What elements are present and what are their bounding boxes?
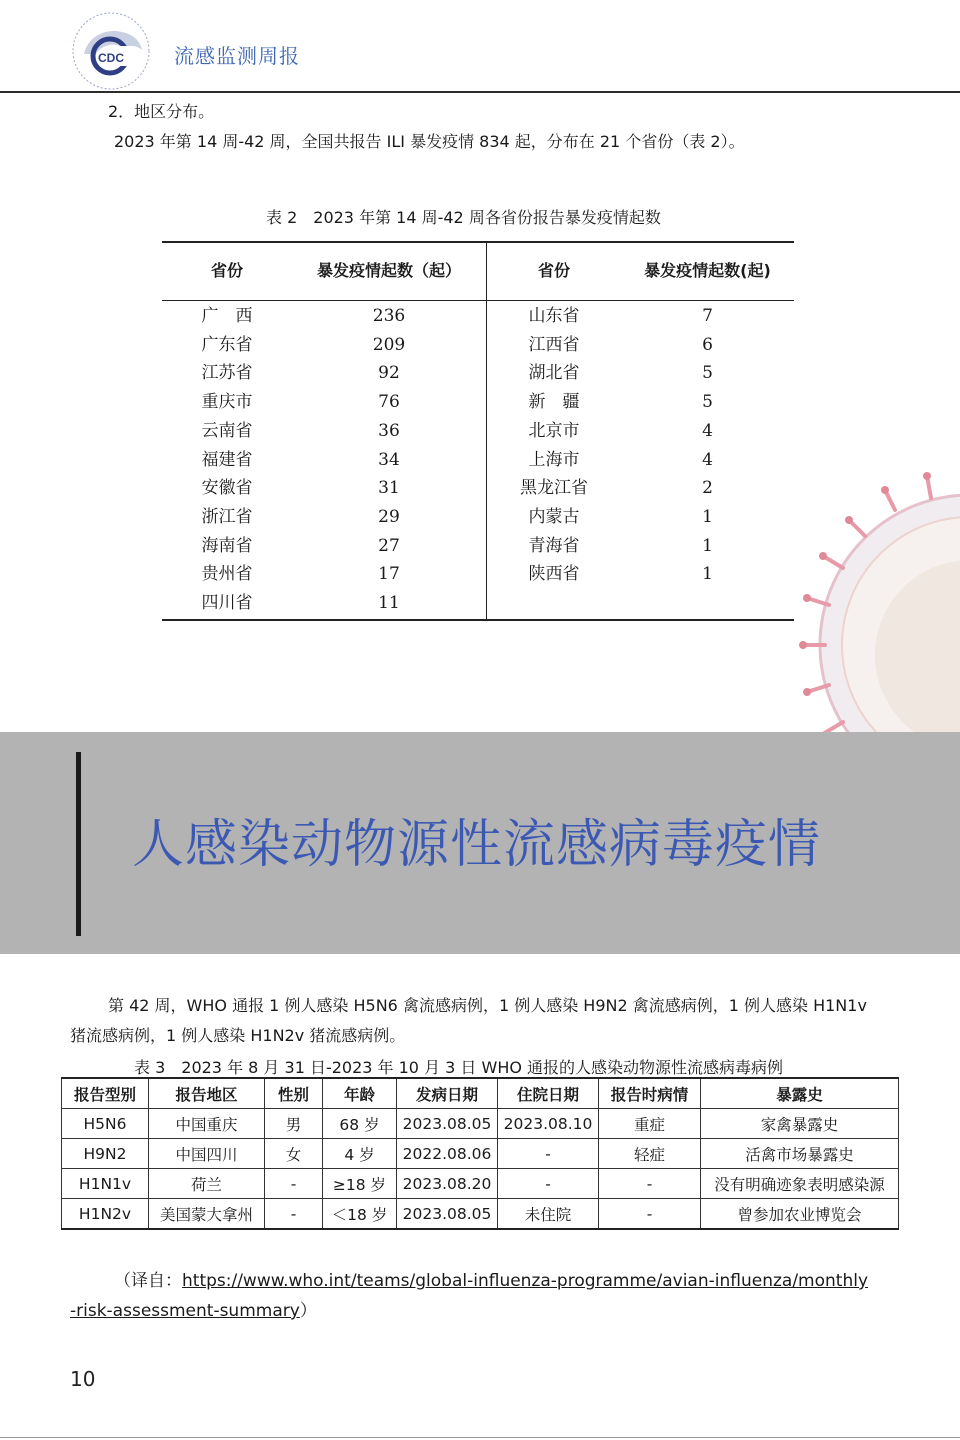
source-prefix: （译自： <box>114 1271 182 1291</box>
t3-cell: - <box>265 1169 323 1199</box>
table-row <box>62 1109 899 1139</box>
t3-cell: - <box>498 1139 599 1169</box>
t2-left-count: 31 <box>378 478 400 499</box>
table2-header-count-2: 暴发疫情起数(起) <box>644 261 771 280</box>
table3-caption: 表 3 2023 年 8 月 31 日-2023 年 10 月 3 日 WHO 通报的人感染动物源性流感病毒病例 <box>134 1058 784 1077</box>
t2-right-count: 1 <box>702 535 713 556</box>
table2-header-province: 省份 <box>210 261 243 280</box>
table2-bottom-rule <box>162 619 794 621</box>
t2-left-count: 209 <box>372 334 406 355</box>
table2 <box>162 241 794 621</box>
t2-left-province: 四川省 <box>201 593 253 613</box>
t2-left-count: 11 <box>378 593 400 613</box>
t2-left-count: 27 <box>378 535 400 556</box>
t2-right-province: 上海市 <box>528 449 580 470</box>
source-url: https://www.who.int/teams/global-influenza-programme/avian-influenza/monthly <box>182 1271 869 1291</box>
t2-left-province: 云南省 <box>201 420 253 441</box>
t3-cell: 中国重庆 <box>149 1109 265 1139</box>
t2-left-province: 安徽省 <box>201 478 253 499</box>
cdc-logo <box>66 6 156 96</box>
section3-paragraph-line2: 猪流感病例，1 例人感染 H1N2v 猪流感病例。 <box>70 1026 406 1045</box>
t2-left-count: 36 <box>378 420 400 441</box>
t2-right-count: 6 <box>702 334 713 355</box>
t2-right-province: 内蒙古 <box>528 506 580 527</box>
t3-cell: 未住院 <box>498 1199 599 1230</box>
t3-header: 发病日期 <box>397 1078 498 1109</box>
t2-left-count: 236 <box>372 306 406 326</box>
table2-header-province-2: 省份 <box>537 261 570 280</box>
t3-cell: 荷兰 <box>149 1169 265 1199</box>
table3 <box>61 1077 899 1230</box>
t2-right-province: 新 疆 <box>528 392 580 413</box>
section-heading: 2．地区分布。 <box>108 102 215 121</box>
t2-left-province: 重庆市 <box>201 392 253 413</box>
t2-right-count: 7 <box>702 306 713 326</box>
t2-right-province: 湖北省 <box>528 363 580 384</box>
t3-cell: ≥18 岁 <box>323 1169 397 1199</box>
t2-left-province: 福建省 <box>201 449 253 470</box>
t3-cell: 男 <box>265 1109 323 1139</box>
footer-divider <box>0 1437 960 1438</box>
t2-right-count: 2 <box>702 478 713 499</box>
t3-cell: 重症 <box>599 1109 701 1139</box>
t2-left-count: 17 <box>378 564 400 585</box>
t2-right-province: 青海省 <box>528 535 580 556</box>
t2-left-count: 34 <box>378 449 400 470</box>
source-line2 <box>70 1296 317 1321</box>
header-title: 流感监测周报 <box>174 44 300 68</box>
t2-right-province: 陕西省 <box>528 564 580 585</box>
t2-left-province: 江苏省 <box>201 363 253 384</box>
source-suffix: ） <box>299 1301 317 1321</box>
t3-cell: - <box>265 1199 323 1230</box>
t2-left-province: 浙江省 <box>201 506 253 527</box>
t3-cell: 家禽暴露史 <box>701 1109 899 1139</box>
t3-cell: - <box>599 1169 701 1199</box>
t3-header: 报告型别 <box>62 1078 149 1109</box>
table-row <box>62 1199 899 1230</box>
t3-cell: 美国蒙大拿州 <box>149 1199 265 1230</box>
table2-caption: 表 2 2023 年第 14 周-42 周各省份报告暴发疫情起数 <box>266 208 661 227</box>
t3-header: 性别 <box>265 1078 323 1109</box>
t3-cell: ＜18 岁 <box>323 1199 397 1230</box>
table-row <box>62 1169 899 1199</box>
virus-illustration <box>795 470 960 740</box>
t2-left-province: 海南省 <box>201 535 253 556</box>
t2-left-province: 广 西 <box>201 306 253 326</box>
t2-right-count: 1 <box>702 506 713 527</box>
t3-header: 年龄 <box>323 1078 397 1109</box>
t3-header: 报告时病情 <box>599 1078 701 1109</box>
source-line1 <box>114 1266 868 1291</box>
t2-right-count: 5 <box>702 363 713 384</box>
t2-right-count: 1 <box>702 564 713 585</box>
section-banner <box>0 732 960 954</box>
source-url-continued: -risk-assessment-summary <box>70 1301 300 1321</box>
logo-text: CDC <box>98 51 124 65</box>
t3-header: 暴露史 <box>701 1078 899 1109</box>
t2-left-province: 广东省 <box>201 334 253 355</box>
t3-cell: 轻症 <box>599 1139 701 1169</box>
section-intro: 2023 年第 14 周-42 周，全国共报告 ILI 暴发疫情 834 起，分布在 21 个省份（表 2）。 <box>114 132 745 151</box>
t2-right-count: 4 <box>702 420 713 441</box>
t2-right-province: 江西省 <box>528 334 580 355</box>
header-divider <box>0 91 960 93</box>
t2-right-province: 黑龙江省 <box>520 478 588 499</box>
t3-cell: 2023.08.05 <box>397 1109 498 1139</box>
t3-cell: 曾参加农业博览会 <box>701 1199 899 1230</box>
t3-cell: H1N1v <box>62 1169 149 1199</box>
t3-cell: 68 岁 <box>323 1109 397 1139</box>
t3-cell: 2023.08.20 <box>397 1169 498 1199</box>
page-number: 10 <box>70 1367 96 1391</box>
t3-cell: H9N2 <box>62 1139 149 1169</box>
t2-right-province: 山东省 <box>528 306 580 326</box>
t2-right-count: 5 <box>702 392 713 413</box>
t3-cell: 没有明确迹象表明感染源 <box>701 1169 899 1199</box>
t3-cell: 2022.08.06 <box>397 1139 498 1169</box>
table-row <box>62 1139 899 1169</box>
t3-header: 住院日期 <box>498 1078 599 1109</box>
t2-left-count: 76 <box>378 392 400 413</box>
banner-accent-bar <box>76 752 81 936</box>
t2-right-count: 4 <box>702 449 713 470</box>
t2-left-count: 29 <box>378 506 400 527</box>
t3-cell: H5N6 <box>62 1109 149 1139</box>
t3-cell: 2023.08.05 <box>397 1199 498 1230</box>
t2-left-count: 92 <box>378 363 400 384</box>
table2-header-count: 暴发疫情起数（起） <box>316 261 461 280</box>
t3-cell: 活禽市场暴露史 <box>701 1139 899 1169</box>
t3-cell: 2023.08.10 <box>498 1109 599 1139</box>
table3-header-row <box>62 1078 899 1109</box>
banner-title: 人感染动物源性流感病毒疫情 <box>132 815 822 875</box>
t3-cell: H1N2v <box>62 1199 149 1230</box>
section3-paragraph-line1: 第 42 周，WHO 通报 1 例人感染 H5N6 禽流感病例，1 例人感染 H9N2 禽流感病例，1 例人感染 H1N1v <box>108 996 867 1015</box>
t3-cell: 中国四川 <box>149 1139 265 1169</box>
t2-left-province: 贵州省 <box>201 564 253 585</box>
t3-cell: 女 <box>265 1139 323 1169</box>
t3-header: 报告地区 <box>149 1078 265 1109</box>
t3-cell: - <box>599 1199 701 1230</box>
t3-cell: 4 岁 <box>323 1139 397 1169</box>
t2-right-province: 北京市 <box>528 420 580 441</box>
t3-cell: - <box>498 1169 599 1199</box>
